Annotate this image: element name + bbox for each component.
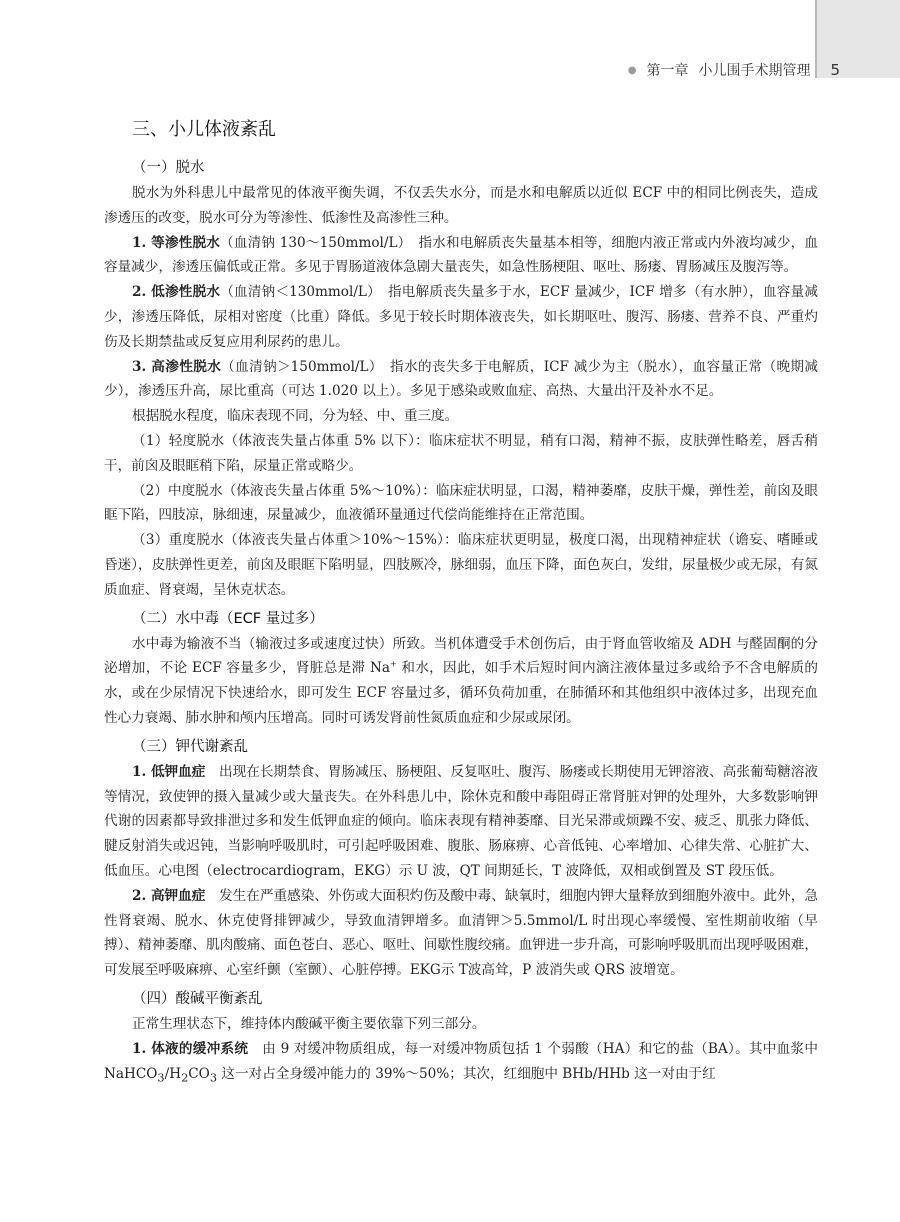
- bullet-icon: ●: [627, 64, 637, 76]
- term-title: 3. 高渗性脱水: [132, 358, 222, 375]
- term-title: 1. 等渗性脱水: [132, 234, 221, 251]
- list-item: （2）中度脱水（体液丧失量占体重 5%～10%）：临床症状明显，口渴，精神萎靡，皮肤干燥，弹性差，前囟及眼眶下陷，四肢凉，脉细速，尿量减少，血液循环量通过代偿尚能维持在正常范围。: [104, 482, 818, 524]
- list-item: （1）轻度脱水（体液丧失量占体重 5% 以下）：临床症状不明显，稍有口渴，精神不振，皮肤弹性略差，唇舌稍干，前囟及眼眶稍下陷，尿量正常或略少。: [104, 432, 818, 474]
- subsection-heading-acid-base: （四）酸碱平衡紊乱: [132, 990, 263, 1007]
- paragraph: 1. 等渗性脱水（血清钠 130～150mmol/L） 指水和电解质丧失量基本相等，细胞内液正常或内外液均减少，血容量减少，渗透压偏低或正常。多见于胃肠道液体急剧大量丧失，如急性肠梗阻、呕吐、肠瘘、胃肠减压及腹泻等。: [104, 234, 818, 276]
- paragraph: 1. 体液的缓冲系统 由 9 对缓冲物质组成，每一对缓冲物质包括 1 个弱酸（HA）和它的盐（BA）。其中血浆中 $NaHCO_3/H_2CO_3$ 这一对占全身缓冲能力的 39%～50%；其次，红细胞中 BHb/HHb 这一对由于红: [104, 1040, 818, 1085]
- subsection-heading-dehydration: （一）脱水: [132, 160, 205, 176]
- chapter-title: 小儿围手术期管理: [698, 63, 811, 79]
- paragraph: 水中毒为输液不当（输液过多或速度过快）所致。当机体遭受手术创伤后，由于肾血管收缩及 ADH 与醛固酮的分泌增加，不论 ECF 容量多少，肾脏总是滞 Na+ 和水，因此，如手术后短时间内滴注液体量过多或给予不含电解质的水，或在少尿情况下快速给水，即可发生 ECF 容量过多，循环负荷加重，在肺循环和其他组织中液体过多，出现充血性心力衰竭、肺水肿和颅内压增高。同时可诱发肾前性氮质血症和少尿或尿闭。: [104, 635, 818, 726]
- chapter-label: 第一章: [646, 63, 689, 79]
- term-title: 2. 高钾血症: [132, 887, 206, 904]
- paragraph: 1. 低钾血症 出现在长期禁食、胃肠减压、肠梗阻、反复呕吐、腹泻、肠瘘或长期使用无钾溶液、高张葡萄糖溶液等情况，致使钾的摄入量减少或大量丧失。在外科患儿中，除休克和酸中毒阻碍正常肾脏对钾的处理外，大多数影响钾代谢的因素都导致排泄过多和发生低钾血症的倾向。临床表现有精神萎靡、目光呆滞或烦躁不安、疲乏、肌张力降低、腱反射消失或迟钝，当影响呼吸肌时，可引起呼吸困难、腹胀、肠麻痹、心音低钝、心率增加、心律失常、心脏扩大、低血压。心电图（electrocardiogram，EKG）示 U 波，QT 间期延长，T 波降低，双相或倒置及 ST 段压低。: [104, 763, 818, 879]
- paragraph: 脱水为外科患儿中最常见的体液平衡失调，不仅丢失水分，而是水和电解质以近似 ECF 中的相同比例丧失，造成渗透压的改变，脱水可分为等渗性、低渗性及高渗性三种。: [104, 185, 818, 226]
- paragraph: 2. 低渗性脱水（血清钠＜130mmol/L） 指电解质丧失量多于水，ECF 量减少，ICF 增多（有水肿），血容量减少，渗透压降低，尿相对密度（比重）降低。多见于较长时期体液丧失，如长期呕吐、腹泻、肠瘘、营养不良、严重灼伤及长期禁盐或反复应用利尿药的患儿。: [104, 284, 818, 350]
- term-title: 1. 体液的缓冲系统: [132, 1040, 249, 1057]
- paragraph: 2. 高钾血症 发生在严重感染、外伤或大面积灼伤及酸中毒、缺氧时，细胞内钾大量释放到细胞外液中。此外，急性肾衰竭、脱水、休克使肾排钾减少，导致血清钾增多。血清钾＞5.5mmol/L 时出现心率缓慢、室性期前收缩（早搏）、精神萎靡、肌肉酸痛、面色苍白、恶心、呕吐、间歇性腹绞痛。血钾进一步升高，可影响呼吸肌而出现呼吸困难，可发展至呼吸麻痹、心室纤颤（室颤）、心脏停搏。EKG示 T波高耸，P 波消失或 QRS 波增宽。: [104, 887, 818, 979]
- term-title: 1. 低钾血症: [132, 763, 206, 780]
- paragraph: 正常生理状态下，维持体内酸碱平衡主要依靠下列三部分。: [132, 1015, 486, 1032]
- subsection-heading-water-intoxication: （二）水中毒（ECF 量过多）: [132, 610, 324, 627]
- subsection-heading-potassium: （三）钾代谢紊乱: [132, 738, 248, 755]
- list-item: （3）重度脱水（体液丧失量占体重＞10%～15%）：临床症状更明显，极度口渴，出现精神症状（谵妄、嗜睡或昏迷），皮肤弹性更差，前囟及眼眶下陷明显，四肢厥冷，脉细弱，血压下降，面色灰白，发绀，尿量极少或无尿，有氮质血症、肾衰竭，呈休克状态。: [104, 532, 818, 598]
- paragraph: 3. 高渗性脱水（血清钠＞150mmol/L） 指水的丧失多于电解质，ICF 减少为主（脱水），血容量正常（晚期减少），渗透压升高，尿比重高（可达 1.020 以上）。多见于感染或败血症、高热、大量出汗及补水不足。: [104, 358, 818, 400]
- running-header: [628, 58, 840, 82]
- page-number: 5: [830, 61, 840, 79]
- term-title: 2. 低渗性脱水: [132, 284, 221, 301]
- section-title: 三、小儿体液紊乱: [132, 119, 276, 140]
- paragraph: 根据脱水程度，临床表现不同，分为轻、中、重三度。: [132, 408, 459, 425]
- page-body: [104, 114, 818, 1090]
